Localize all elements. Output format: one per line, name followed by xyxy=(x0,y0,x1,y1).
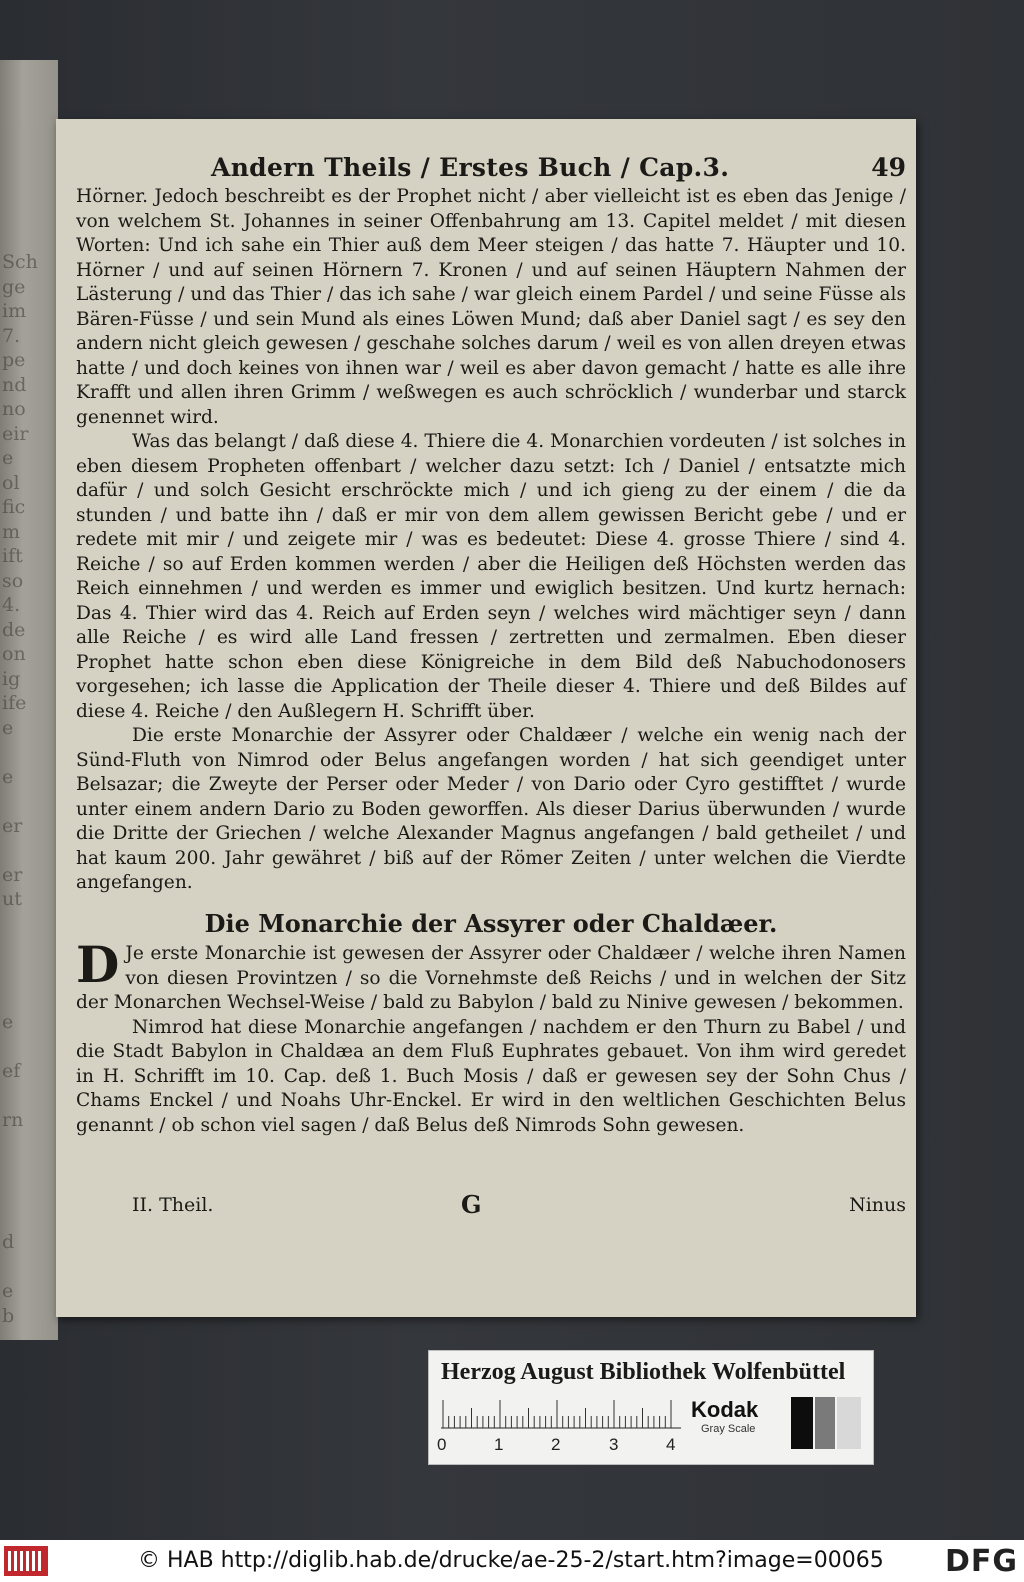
ruler-number: 4 xyxy=(666,1435,676,1454)
paragraph-3: Die erste Monarchie der Assyrer oder Chaldæer / welche ein wenig nach der Sünd-Fluth von Nimrod oder Belus angefangen worden / hat sich geendiget unter Belsazar; die Zweyte der Perser oder Meder / von Dario oder Cyro gestifftet / wurde unter einem andern Dario zu Boden geworffen. Als dieser Darius überwunden / wurde die Dritte der Griechen / welche Alexander Magnus angefangen / bald getheilet / und hat kaum 200. Jahr gewähret / biß auf der Römer Zeiten / unter welchen die Vierdte angefangen. xyxy=(76,725,906,893)
page-header xyxy=(76,153,906,185)
paragraph-1: Hörner. Jedoch beschreibt es der Prophet nicht / aber vielleicht ist es eben das Jenige / von welchem St. Johannes in seiner Offenbahrung am 13. Capitel meldet / mit diesen Worten: Und ich sahe ein Thier auß dem Meer steigen / das hatte 7. Häupter und 10. Hörner / und auf seinen Hörnern 7. Kronen / und auf seinen Häuptern Nahmen der Lästerung / und das Thier / das ich sahe / war gleich einem Pardel / und seine Füsse als Bären-Füsse / und sein Mund als eines Löwen Mund; daß aber Daniel sagt / es sey den andern nicht gleich gewesen / geschahe solches darum / weil es von allen dreyen etwas hatte / und doch keines von ihnen war / weil es aber davon gemacht / hatte es alle ihre Krafft und allen ihren Grimm / weßwegen es auch schröcklich / wunderbar und starck genennet wird. xyxy=(76,186,906,428)
hab-logo-icon xyxy=(4,1546,48,1576)
page-number: 49 xyxy=(871,153,906,182)
signature-letter: G xyxy=(461,1190,482,1219)
previous-leaf-text: Sch ge im 7. pe nd no eir e ol fic m ift so 4. de on ig ife e e er er ut e ef rn d e b xyxy=(2,251,38,1327)
section-heading: Die Monarchie der Assyrer oder Chaldæer. xyxy=(204,908,778,938)
viewer-footer xyxy=(0,1540,1024,1582)
paragraph-dropcap xyxy=(76,935,906,1016)
gray-swatch-light xyxy=(837,1397,861,1449)
paragraph-dropcap-text: Je erste Monarchie ist gewesen der Assyrer oder Chaldæer / welche ihren Namen von diesen Provintzen / so die Vornehmste deß Reichs / und in welchen der Sitz der Monarchen Wechsel-Weise / bald zu Babylon / bald zu Ninive gewesen / bekommen. xyxy=(76,943,906,1013)
page-body xyxy=(76,185,906,1138)
catchword: Ninus xyxy=(849,1194,906,1216)
ruler-numbers xyxy=(437,1435,687,1457)
running-head: Andern Theils / Erstes Buch / Cap.3. xyxy=(211,153,730,182)
scale-card xyxy=(428,1350,874,1465)
ruler-icon xyxy=(441,1399,681,1429)
ruler-number: 3 xyxy=(609,1435,619,1454)
ruler-number: 2 xyxy=(551,1435,561,1454)
gray-swatch-mid xyxy=(815,1397,835,1449)
permalink-text[interactable]: © HAB http://diglib.hab.de/drucke/ae-25-2/start.htm?image=00065 xyxy=(138,1548,884,1573)
signature-mark: II. Theil. xyxy=(132,1194,214,1216)
ruler-number: 1 xyxy=(494,1435,504,1454)
library-name: Herzog August Bibliothek Wolfenbüttel xyxy=(441,1359,846,1385)
page-footer xyxy=(76,1190,906,1220)
gray-swatch-black xyxy=(791,1397,813,1449)
paragraph-2: Was das belangt / daß diese 4. Thiere die 4. Monarchien vordeuten / ist solches in eben diesem Propheten offenbart / welcher dazu setzt: Ich / Daniel / entsatzte mich dafür / und solch Gesicht erschröckte mich / und ich gieng zu der einem / die da stunden / und batte ihn / daß er mir von dem allem gewissen Bericht gebe / und er redete mit mir / und zeigete mir / was es bedeutet: Diese 4. grosse Thiere / sind 4. Reiche / so auf Erden kommen werden / aber die Heiligen deß Höchsten werden das Reich einnehmen / und werden es immer und ewiglich besitzen. Und kurtz hernach: Das 4. Thier wird das 4. Reich auf Erden seyn / welches wird mächtiger seyn / dann alle Reiche / es wird alle Land fressen / zertretten und zermalmen. Eben dieser Prophet hatte schon eben diese Königreiche in dem Bild deß Nabuchodonosers vorgesehen; ich lasse die Application der Theile dieser 4. Thiere und deß Bildes auf diese 4. Reiche / den Außlegern H. Schrifft über. xyxy=(76,431,906,722)
gray-scale-label: Gray Scale xyxy=(701,1423,756,1435)
paragraph-last: Nimrod hat diese Monarchie angefangen / nachdem er den Thurn zu Babel / und die Stadt Babylon in Chaldæa an dem Fluß Euphrates gebauet. Von ihm wird geredet in H. Schrifft im 10. Cap. deß 1. Buch Mosis / daß er gewesen sey der Sohn Chus / Chams Enckel / und Noahs Uhr-Enckel. Er wird in den weltlichen Geschichten Belus genannt / ob schon viel sagen / daß Belus deß Nimrods Sohn gewesen. xyxy=(76,1016,906,1136)
ruler-number: 0 xyxy=(437,1435,447,1454)
book-page xyxy=(56,119,916,1317)
drop-cap: D xyxy=(76,935,120,994)
previous-leaf-edge xyxy=(0,60,58,1340)
kodak-logo: Kodak xyxy=(691,1397,759,1422)
dfg-logo: DFG xyxy=(944,1544,1018,1579)
